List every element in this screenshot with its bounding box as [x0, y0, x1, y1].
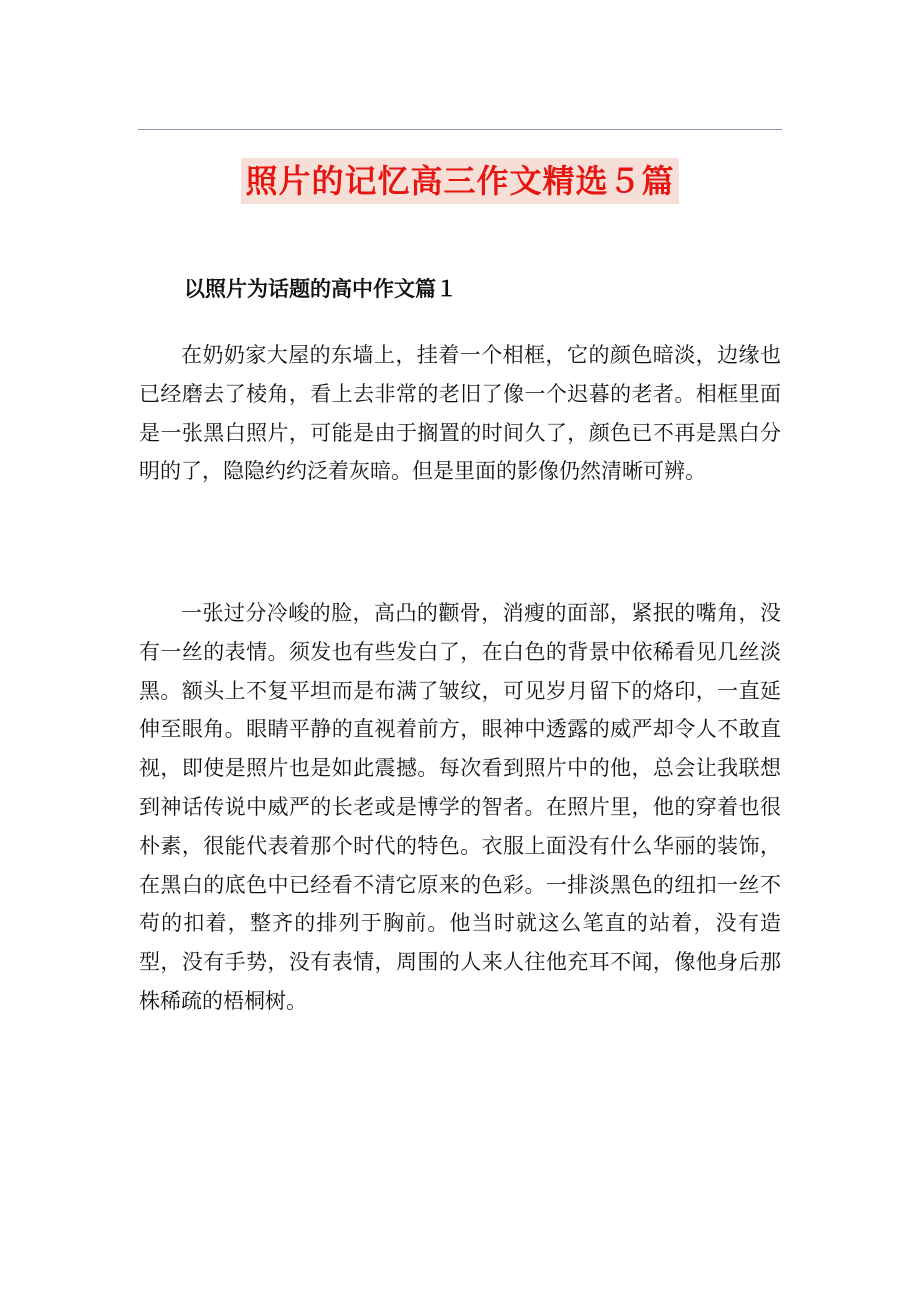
- section-heading: 以照片为话题的高中作文篇１: [184, 276, 457, 301]
- title-container: [0, 158, 920, 204]
- body-paragraph-1: 在奶奶家大屋的东墙上，挂着一个相框，它的颜色暗淡，边缘也已经磨去了棱角，看上去非常的老旧了像一个迟暮的老者。相框里面是一张黑白照片，可能是由于搁置的时间久了，颜色已不再是黑白分明的了，隐隐约约泛着灰暗。但是里面的影像仍然清晰可辨。: [139, 343, 781, 484]
- header-divider: [138, 129, 782, 130]
- body-paragraph-2: 一张过分冷峻的脸，高凸的颧骨，消瘦的面部，紧抿的嘴角，没有一丝的表情。须发也有些发白了，在白色的背景中依稀看见几丝淡黑。额头上不复平坦而是布满了皱纹，可见岁月留下的烙印，一直延伸至眼角。眼睛平静的直视着前方，眼神中透露的威严却令人不敢直视，即使是照片也是如此震撼。每次看到照片中的他，总会让我联想到神话传说中威严的长老或是博学的智者。在照片里，他的穿着也很朴素，很能代表着那个时代的特色。衣服上面没有什么华丽的装饰，在黑白的底色中已经看不清它原来的色彩。一排淡黑色的纽扣一丝不苟的扣着，整齐的排列于胸前。他当时就这么笔直的站着，没有造型，没有手势，没有表情，周围的人来人往他充耳不闻，像他身后那株稀疏的梧桐树。: [139, 601, 781, 1013]
- document-title: 照片的记忆高三作文精选５篇: [241, 158, 678, 204]
